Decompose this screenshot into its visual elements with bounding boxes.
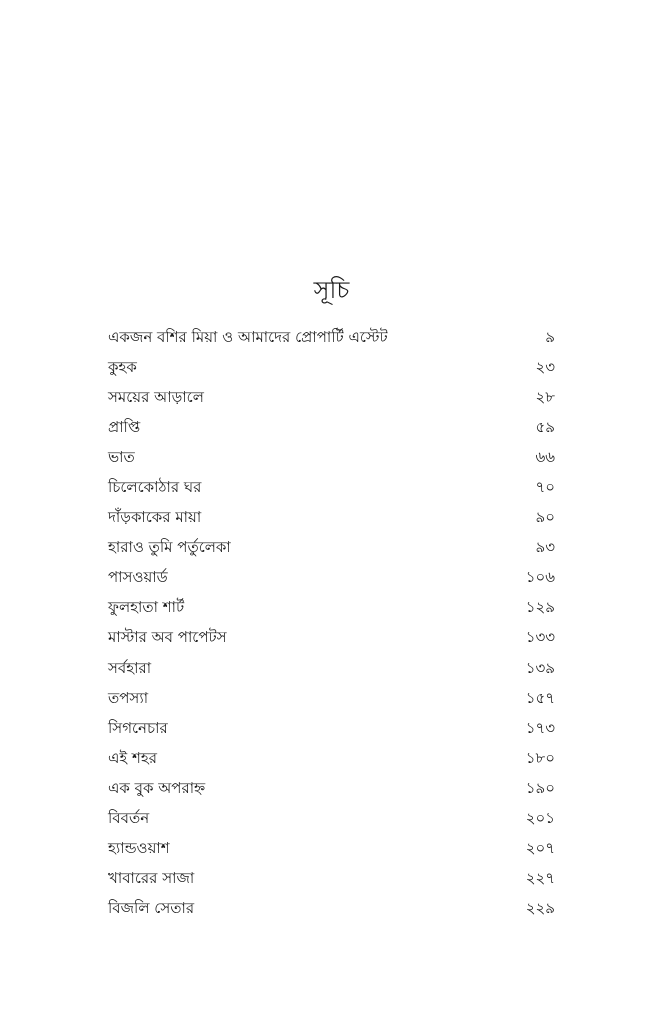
toc-entry-page: ১৮০ — [525, 748, 555, 767]
table-of-contents — [108, 323, 555, 925]
toc-entry-title: বিজলি সেতার — [108, 899, 195, 918]
toc-entry-page: ৯০ — [535, 508, 555, 527]
toc-entry-page: ১৩৩ — [525, 628, 555, 647]
toc-entry-title: হারাও তুমি পর্তুলেকা — [108, 538, 231, 557]
toc-entry — [108, 383, 555, 413]
toc-entry — [108, 443, 555, 473]
toc-entry — [108, 684, 555, 714]
toc-entry-page: ১৯০ — [525, 778, 555, 797]
toc-entry-title: একজন বশির মিয়া ও আমাদের প্রোপার্টি এস্টেট — [108, 327, 388, 346]
toc-entry — [108, 323, 555, 353]
toc-entry-page: ৭০ — [535, 478, 555, 497]
toc-entry — [108, 744, 555, 774]
toc-entry-page: ২২৭ — [525, 869, 555, 888]
toc-entry-title: প্রাপ্তি — [108, 417, 141, 436]
toc-entry-page: ২২৯ — [525, 899, 555, 918]
toc-entry-page: ৯ — [545, 327, 555, 346]
toc-entry — [108, 564, 555, 594]
page-title: সূচি — [313, 276, 350, 304]
toc-entry-title: সিগনেচার — [108, 718, 168, 737]
toc-entry — [108, 624, 555, 654]
toc-entry-page: ১৭৩ — [525, 718, 555, 737]
toc-entry-title: এই শহর — [108, 748, 157, 767]
toc-entry-page: ২০৭ — [525, 839, 555, 858]
toc-entry-title: ফুলহাতা শার্ট — [108, 598, 185, 617]
toc-entry — [108, 353, 555, 383]
toc-entry — [108, 473, 555, 503]
toc-entry-page: ৯৩ — [535, 538, 555, 557]
toc-entry — [108, 413, 555, 443]
toc-entry — [108, 504, 555, 534]
toc-entry-page: ১৩৯ — [525, 658, 555, 677]
toc-entry — [108, 805, 555, 835]
toc-entry — [108, 714, 555, 744]
toc-entry-page: ২৮ — [535, 387, 555, 406]
toc-entry-page: ২০১ — [525, 809, 555, 828]
toc-entry-page: ১০৬ — [525, 568, 555, 587]
toc-entry — [108, 534, 555, 564]
toc-entry-title: চিলেকোঠার ঘর — [108, 478, 202, 497]
toc-entry-title: ভাত — [108, 447, 135, 466]
toc-entry-title: মাস্টার অব পাপেটস — [108, 628, 227, 647]
toc-entry-title: কুহক — [108, 357, 137, 376]
toc-entry-page: ৫৯ — [535, 417, 555, 436]
toc-entry-title: দাঁড়কাকের মায়া — [108, 508, 202, 527]
toc-entry-page: ১২৯ — [525, 598, 555, 617]
toc-entry-title: বিবর্তন — [108, 809, 150, 828]
toc-entry-page: ২৩ — [535, 357, 555, 376]
toc-entry — [108, 865, 555, 895]
toc-entry — [108, 774, 555, 804]
toc-entry-title: তপস্যা — [108, 688, 149, 707]
toc-entry — [108, 594, 555, 624]
toc-entry-page: ৬৬ — [535, 447, 555, 466]
toc-entry-title: সর্বহারা — [108, 658, 152, 677]
toc-entry — [108, 895, 555, 925]
toc-entry-title: খাবারের সাজা — [108, 869, 195, 888]
toc-entry-page: ১৫৭ — [525, 688, 555, 707]
toc-entry-title: সময়ের আড়ালে — [108, 387, 204, 406]
toc-entry-title: পাসওয়ার্ড — [108, 568, 168, 587]
toc-entry-title: হ্যান্ডওয়াশ — [108, 839, 170, 858]
toc-entry — [108, 654, 555, 684]
toc-entry — [108, 835, 555, 865]
toc-entry-title: এক বুক অপরাহ্ন — [108, 778, 206, 797]
